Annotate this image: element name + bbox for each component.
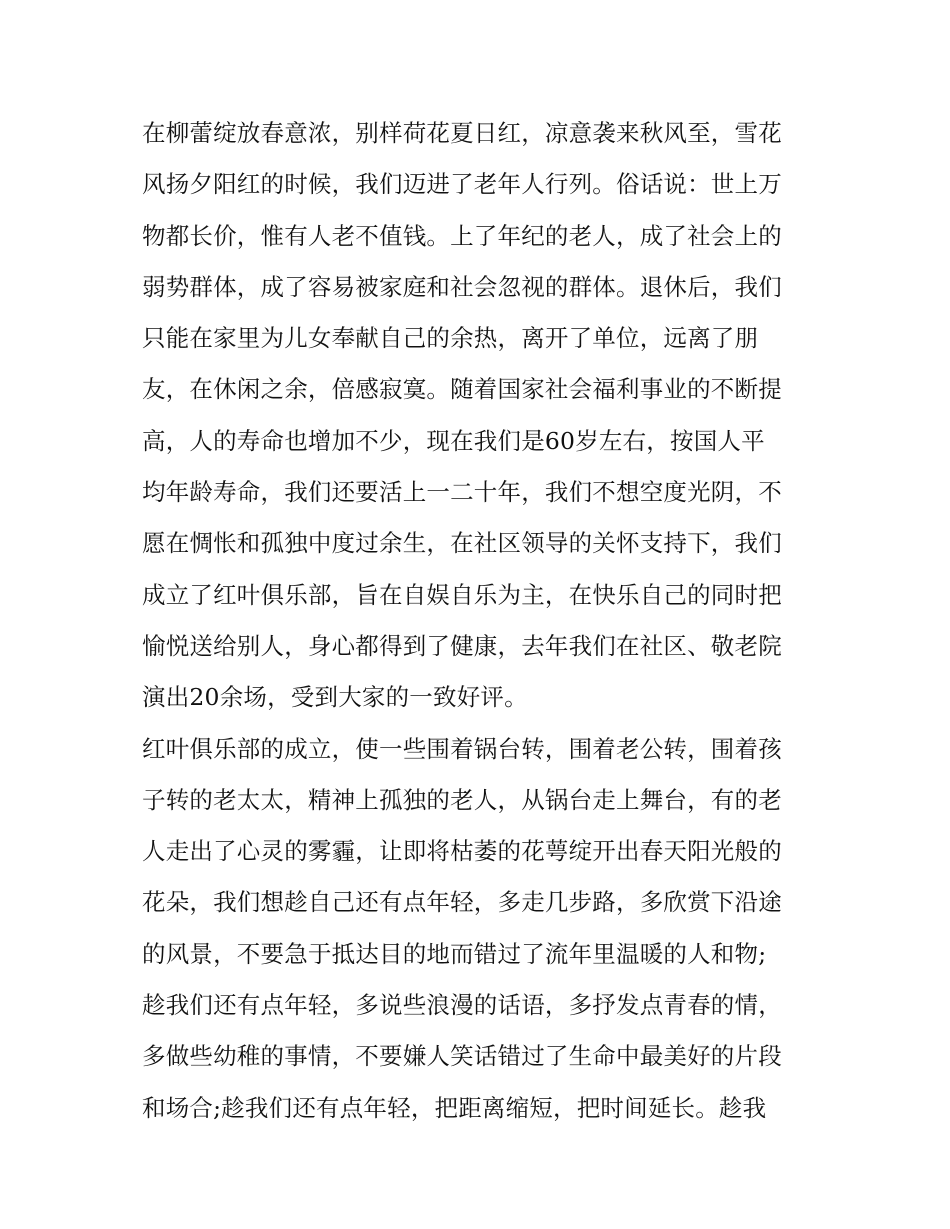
body-text (142, 108, 822, 1134)
text-line: 弱势群体，成了容易被家庭和社会忽视的群体。退休后，我们 (142, 272, 782, 301)
text-line: 红叶俱乐部的成立，使一些围着锅台转，围着老公转，围着孩 (142, 734, 782, 763)
text-line: 愉悦送给别人，身心都得到了健康，去年我们在社区、敬老院 (142, 631, 782, 660)
text-line: 在柳蕾绽放春意浓，别样荷花夏日红，凉意袭来秋风至，雪花 (142, 119, 782, 147)
text-line: 成立了红叶俱乐部，旨在自娱自乐为主，在快乐自己的同时把 (142, 580, 782, 609)
text-line: 均年龄寿命，我们还要活上一二十年，我们不想空度光阴，不 (142, 478, 782, 507)
text-line: 的风景，不要急于抵达目的地而错过了流年里温暖的人和物; (142, 939, 767, 968)
text-line: 高，人的寿命也增加不少，现在我们是60岁左右，按国人平 (142, 426, 765, 455)
text-line: 友，在休闲之余，倍感寂寞。随着国家社会福利事业的不断提 (142, 375, 782, 404)
text-line: 只能在家里为儿女奉献自己的余热，离开了单位，远离了朋 (142, 324, 759, 353)
text-line: 和场合;趁我们还有点年轻，把距离缩短，把时间延长。趁我 (142, 1093, 767, 1122)
text-line: 趁我们还有点年轻，多说些浪漫的话语，多抒发点青春的情， (142, 991, 782, 1020)
text-line: 风扬夕阳红的时候，我们迈进了老年人行列。俗话说：世上万 (142, 170, 782, 199)
text-line: 花朵，我们想趁自己还有点年轻，多走几步路，多欣赏下沿途 (142, 888, 782, 917)
text-line: 人走出了心灵的雾霾，让即将枯萎的花萼绽开出春天阳光般的 (142, 837, 782, 866)
text-line: 物都长价，惟有人老不值钱。上了年纪的老人，成了社会上的 (142, 221, 782, 250)
text-line: 愿在惆怅和孤独中度过余生，在社区领导的关怀支持下，我们 (142, 529, 782, 558)
text-line: 演出20余场，受到大家的一致好评。 (142, 683, 528, 712)
text-line: 多做些幼稚的事情，不要嫌人笑话错过了生命中最美好的片段 (142, 1042, 782, 1071)
text-line: 子转的老太太，精神上孤独的老人，从锅台走上舞台，有的老 (142, 785, 782, 814)
